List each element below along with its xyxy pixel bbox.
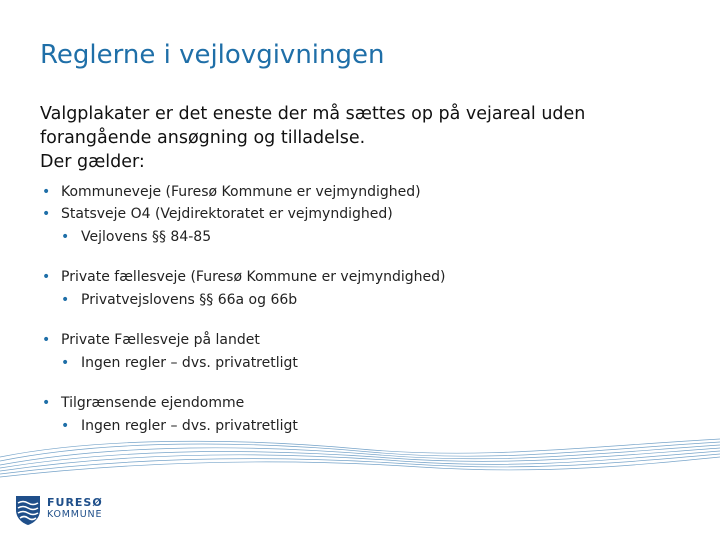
bullet-item: • Tilgrænsende ejendomme — [40, 392, 700, 414]
logo-subtitle: KOMMUNE — [47, 509, 103, 520]
bullet-item: • Private fællesveje (Furesø Kommune er vejmyndighed) — [40, 266, 700, 288]
bullet-item: • Private Fællesveje på landet — [40, 329, 700, 351]
spacer — [40, 313, 700, 329]
sub-bullet-item: • Privatvejslovens §§ 66a og 66b — [40, 288, 700, 313]
furesoe-coat-of-arms-icon — [14, 494, 42, 526]
intro-text — [40, 102, 690, 174]
sub-bullet-item: • Ingen regler – dvs. privatretligt — [40, 351, 700, 376]
slide-title: Reglerne i vejlovgivningen — [40, 40, 385, 70]
logo-wordmark — [47, 497, 103, 521]
bullet-item: • Kommuneveje (Furesø Kommune er vejmyndighed) — [40, 181, 700, 203]
intro-line-2: Der gælder: — [40, 152, 145, 172]
spacer — [40, 250, 700, 266]
intro-line-1: Valgplakater er det eneste der må sættes op på vejareal uden forangående ansøgning og tilladelse. — [40, 104, 586, 148]
bullet-list — [40, 181, 700, 439]
spacer — [40, 376, 700, 392]
sub-bullet-item: • Ingen regler – dvs. privatretligt — [40, 414, 700, 439]
decorative-waves — [0, 435, 720, 495]
logo-name: FURESØ — [47, 496, 103, 509]
bullet-item: • Statsveje O4 (Vejdirektoratet er vejmyndighed) — [40, 203, 700, 225]
sub-bullet-item: • Vejlovens §§ 84-85 — [40, 225, 700, 250]
